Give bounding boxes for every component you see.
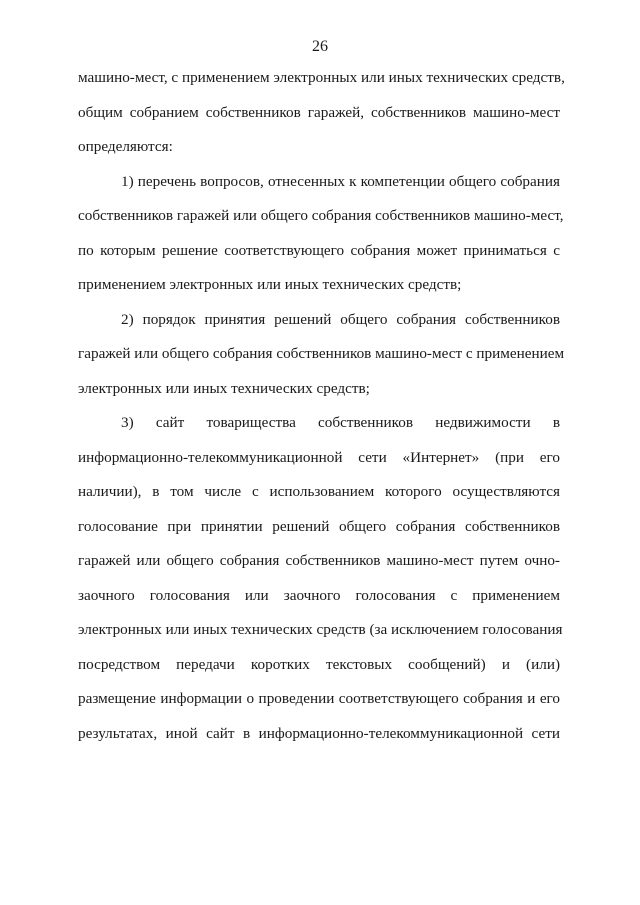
text-line: 2) порядок принятия решений общего собрания собственников (121, 310, 560, 328)
text-line: собственников гаражей или общего собрания собственников машино-мест, (78, 207, 564, 224)
text-line: информационно-телекоммуникационной сети «Интернет» (при его (78, 448, 560, 466)
text-line: применением электронных или иных технических средств; (78, 276, 462, 293)
text-line: электронных или иных технических средств (за исключением голосования (78, 621, 563, 638)
page-number: 26 (312, 38, 328, 55)
text-line: размещение информации о проведении соответствующего собрания и его (78, 690, 560, 707)
text-line: машино-мест, с применением электронных или иных технических средств, (78, 69, 565, 86)
text-line: 1) перечень вопросов, отнесенных к компетенции общего собрания (121, 172, 560, 190)
text-line: результатах, иной сайт в информационно-телекоммуникационной сети (78, 724, 560, 742)
text-line: наличии), в том числе с использованием которого осуществляются (78, 483, 560, 500)
text-line: гаражей или общего собрания собственников машино-мест путем очно- (78, 552, 560, 569)
text-line: 3) сайт товарищества собственников недвижимости в (121, 414, 560, 431)
text-line: общим собранием собственников гаражей, собственников машино-мест (78, 103, 560, 121)
body-text (78, 61, 565, 751)
text-line: электронных или иных технических средств; (78, 379, 370, 397)
text-line: голосование при принятии решений общего собрания собственников (78, 517, 560, 535)
text-line: по которым решение соответствующего собрания может приниматься с (78, 241, 560, 259)
text-line: заочного голосования или заочного голосования с применением (78, 586, 560, 604)
text-line: гаражей или общего собрания собственников машино-мест с применением (78, 345, 565, 362)
text-line: определяются: (78, 138, 173, 155)
text-line: посредством передачи коротких текстовых сообщений) и (или) (78, 655, 560, 673)
